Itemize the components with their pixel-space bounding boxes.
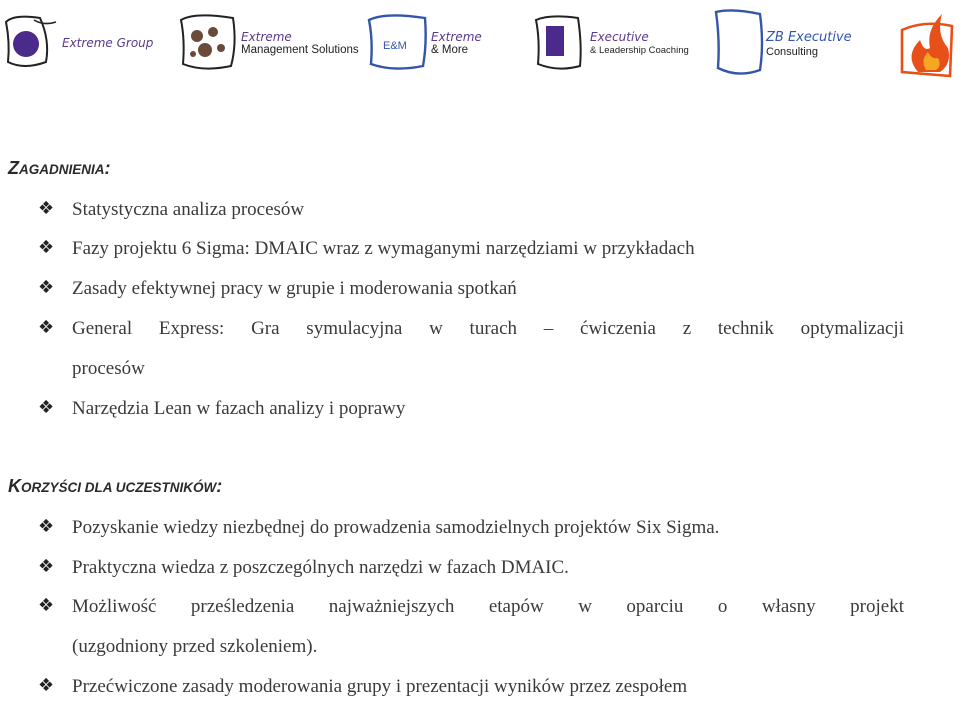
em-line1: Extreme	[431, 30, 482, 44]
executive-emblem-icon	[530, 0, 590, 80]
zb-executive-logo	[710, 0, 870, 90]
zb-line1: ZB Executive	[766, 30, 852, 45]
extreme-group-emblem-icon	[0, 0, 60, 80]
topics-heading-initial: Z	[8, 158, 19, 178]
benefit-text: Pozyskanie wiedzy niezbędnej do prowadzenia samodzielnych projektów Six Sigma.	[72, 517, 720, 538]
extreme-group-text: Extreme Group	[62, 36, 154, 50]
topic-text: Narzędzia Lean w fazach analizy i poprawy	[72, 398, 406, 419]
em-box-text: E&M	[383, 40, 407, 52]
benefit-item-3-continuation: (uzgodniony przed szkoleniem).	[72, 636, 318, 657]
extreme-and-more-logo	[365, 0, 495, 90]
benefits-heading-colon: :	[216, 476, 223, 496]
benefit-text: Przećwiczone zasady moderowania grupy i prezentacji wyników przez zespołem	[72, 676, 688, 697]
flame-icon	[890, 0, 960, 82]
benefits-heading	[8, 476, 222, 497]
diamond-bullet-icon: ❖	[38, 397, 55, 418]
executive-line1: Executive	[590, 30, 649, 44]
em-line2: & More	[431, 44, 469, 56]
zb-line2: Consulting	[766, 46, 818, 58]
benefits-heading-initial: K	[8, 476, 21, 496]
topic-text: Statystyczna analiza procesów	[72, 199, 305, 220]
management-line1: Extreme	[241, 30, 292, 44]
topic-text: Zasady efektywnej pracy w grupie i moderowania spotkań	[72, 278, 517, 299]
topic-item-4-continuation: procesów	[72, 358, 145, 379]
topics-heading-rest: AGADNIENIA	[19, 162, 105, 177]
diamond-bullet-icon: ❖	[38, 675, 55, 696]
diamond-bullet-icon: ❖	[38, 198, 55, 219]
diamond-bullet-icon: ❖	[38, 277, 55, 298]
diamond-bullet-icon: ❖	[38, 556, 55, 577]
benefit-text: Praktyczna wiedza z poszczególnych narzędzi w fazach DMAIC.	[72, 557, 569, 578]
topics-heading	[8, 158, 111, 179]
executive-coaching-logo	[530, 0, 690, 90]
diamond-bullet-icon: ❖	[38, 595, 55, 616]
topic-text: General Express: Gra symulacyjna w turach – ćwiczenia z technik optymalizacji	[72, 318, 904, 339]
benefits-heading-rest: ORZYŚCI DLA UCZESTNIKÓW	[21, 480, 217, 495]
diamond-bullet-icon: ❖	[38, 317, 55, 338]
logo-header	[0, 0, 960, 90]
topics-heading-colon: :	[104, 158, 111, 178]
management-emblem-icon	[175, 0, 241, 80]
flame-logo	[890, 0, 960, 90]
diamond-bullet-icon: ❖	[38, 516, 55, 537]
topic-text: Fazy projektu 6 Sigma: DMAIC wraz z wymaganymi narzędziami w przykładach	[72, 238, 695, 259]
management-line2: Management Solutions	[241, 44, 359, 56]
management-solutions-logo	[175, 0, 360, 90]
diamond-bullet-icon: ❖	[38, 237, 55, 258]
zb-emblem-icon	[710, 0, 770, 82]
benefit-text: Możliwość prześledzenia najważniejszych etapów w oparciu o własny projekt	[72, 596, 904, 617]
extreme-group-logo	[0, 0, 170, 90]
executive-line2: & Leadership Coaching	[590, 45, 689, 56]
